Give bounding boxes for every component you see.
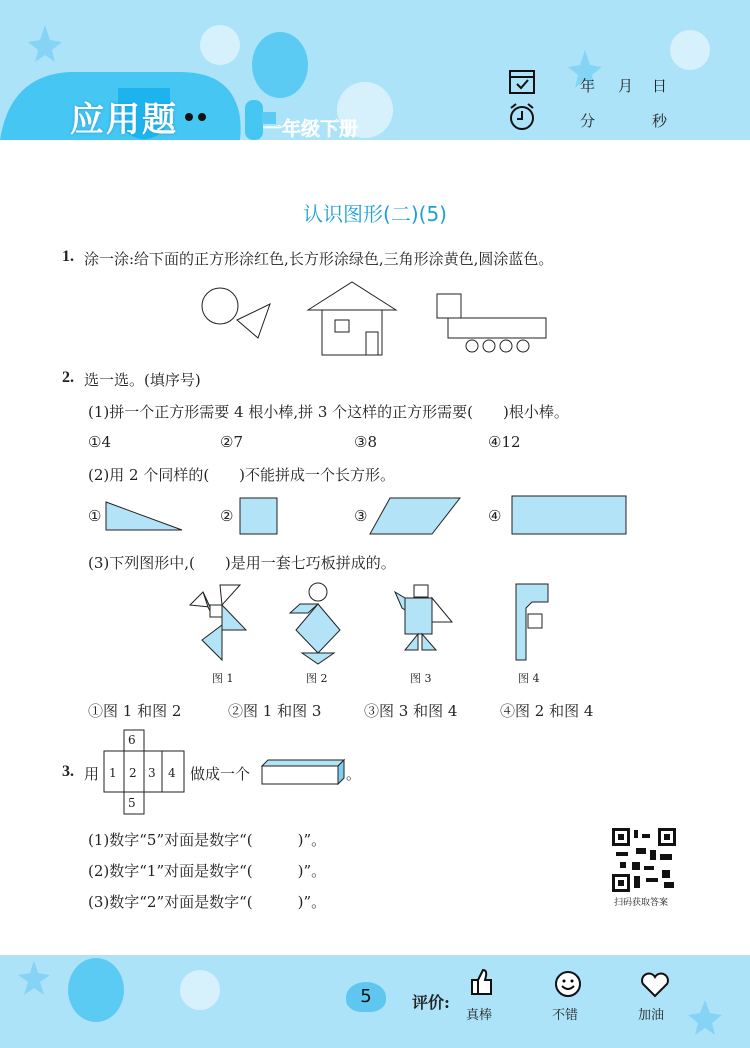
net-face-2: 2: [129, 766, 137, 780]
q1-number: 1.: [62, 248, 74, 265]
thumbs-up-icon[interactable]: [468, 966, 494, 996]
day-label: 日: [652, 77, 668, 95]
q2-1-option-d: ④12: [488, 433, 521, 451]
q2-2-option-d: ④: [488, 507, 502, 525]
rating-label: 评价:: [412, 993, 450, 1012]
net-face-1: 1: [109, 766, 117, 780]
q2-1-text: (1)拼一个正方形需要 4 根小棒,拼 3 个这样的正方形需要( )根小棒。: [88, 403, 569, 421]
q2-1-option-c: ③8: [354, 433, 377, 451]
q3-item-1: (1)数字“5”对面是数字“( )”。: [88, 831, 327, 849]
banner-title: 应用题: [70, 100, 178, 140]
header-banner: [0, 0, 750, 140]
q2-2-shapes: [0, 494, 750, 544]
q2-1-option-b: ②7: [220, 433, 243, 451]
q2-3-option-c: ③图 3 和图 4: [364, 702, 458, 720]
q2-1-option-a: ①4: [88, 433, 111, 451]
minute-label: 分: [580, 112, 596, 130]
q2-number: 2.: [62, 369, 74, 386]
q2-2-option-b: ②: [220, 507, 234, 525]
month-label: 月: [618, 77, 634, 95]
figure-1-label: 图 1: [212, 672, 234, 685]
rating-keep-going[interactable]: 加油: [638, 1008, 665, 1023]
heart-icon[interactable]: [640, 972, 670, 998]
q2-3-option-a: ①图 1 和图 2: [88, 702, 182, 720]
q2-2-option-a: ①: [88, 507, 102, 525]
q1-text: 涂一涂:给下面的正方形涂红色,长方形涂绿色,三角形涂黄色,圆涂蓝色。: [84, 250, 554, 268]
q1-figures: [0, 280, 750, 360]
qr-caption: 扫码获取答案: [614, 898, 669, 908]
q2-3-option-b: ②图 1 和图 3: [228, 702, 322, 720]
q3-end: 。: [346, 765, 362, 783]
figure-3-label: 图 3: [410, 672, 432, 685]
cuboid-figure: [262, 760, 352, 790]
year-label: 年: [580, 77, 596, 95]
q2-2-option-c: ③: [354, 507, 368, 525]
net-face-5: 5: [128, 796, 136, 810]
q2-3-text: (3)下列图形中,( )是用一套七巧板拼成的。: [88, 554, 396, 572]
tangram-figures: [0, 580, 750, 665]
q2-2-text: (2)用 2 个同样的( )不能拼成一个长方形。: [88, 466, 396, 484]
q3-pre-text: 用: [84, 765, 100, 783]
q3-item-3: (3)数字“2”对面是数字“( )”。: [88, 893, 327, 911]
alarm-clock-icon: [508, 102, 538, 132]
q2-text: 选一选。(填序号): [84, 371, 201, 389]
net-face-6: 6: [128, 733, 136, 747]
q2-3-option-d: ④图 2 和图 4: [500, 702, 594, 720]
q3-post-text: 做成一个: [190, 765, 251, 783]
page-title: 认识图形(二)(5): [303, 202, 447, 226]
q3-item-2: (2)数字“1”对面是数字“( )”。: [88, 862, 327, 880]
net-face-4: 4: [168, 766, 176, 780]
rating-great[interactable]: 真棒: [466, 1008, 493, 1023]
figure-4-label: 图 4: [518, 672, 540, 685]
rating-good[interactable]: 不错: [552, 1008, 579, 1023]
figure-2-label: 图 2: [306, 672, 328, 685]
qr-code[interactable]: [612, 828, 676, 892]
calendar-icon: [508, 66, 538, 96]
net-face-3: 3: [148, 766, 156, 780]
smiley-icon[interactable]: [554, 970, 582, 998]
grade-label: 一年级下册: [263, 118, 359, 140]
page-number: 5: [346, 982, 386, 1012]
q3-number: 3.: [62, 763, 74, 780]
second-label: 秒: [652, 112, 668, 130]
